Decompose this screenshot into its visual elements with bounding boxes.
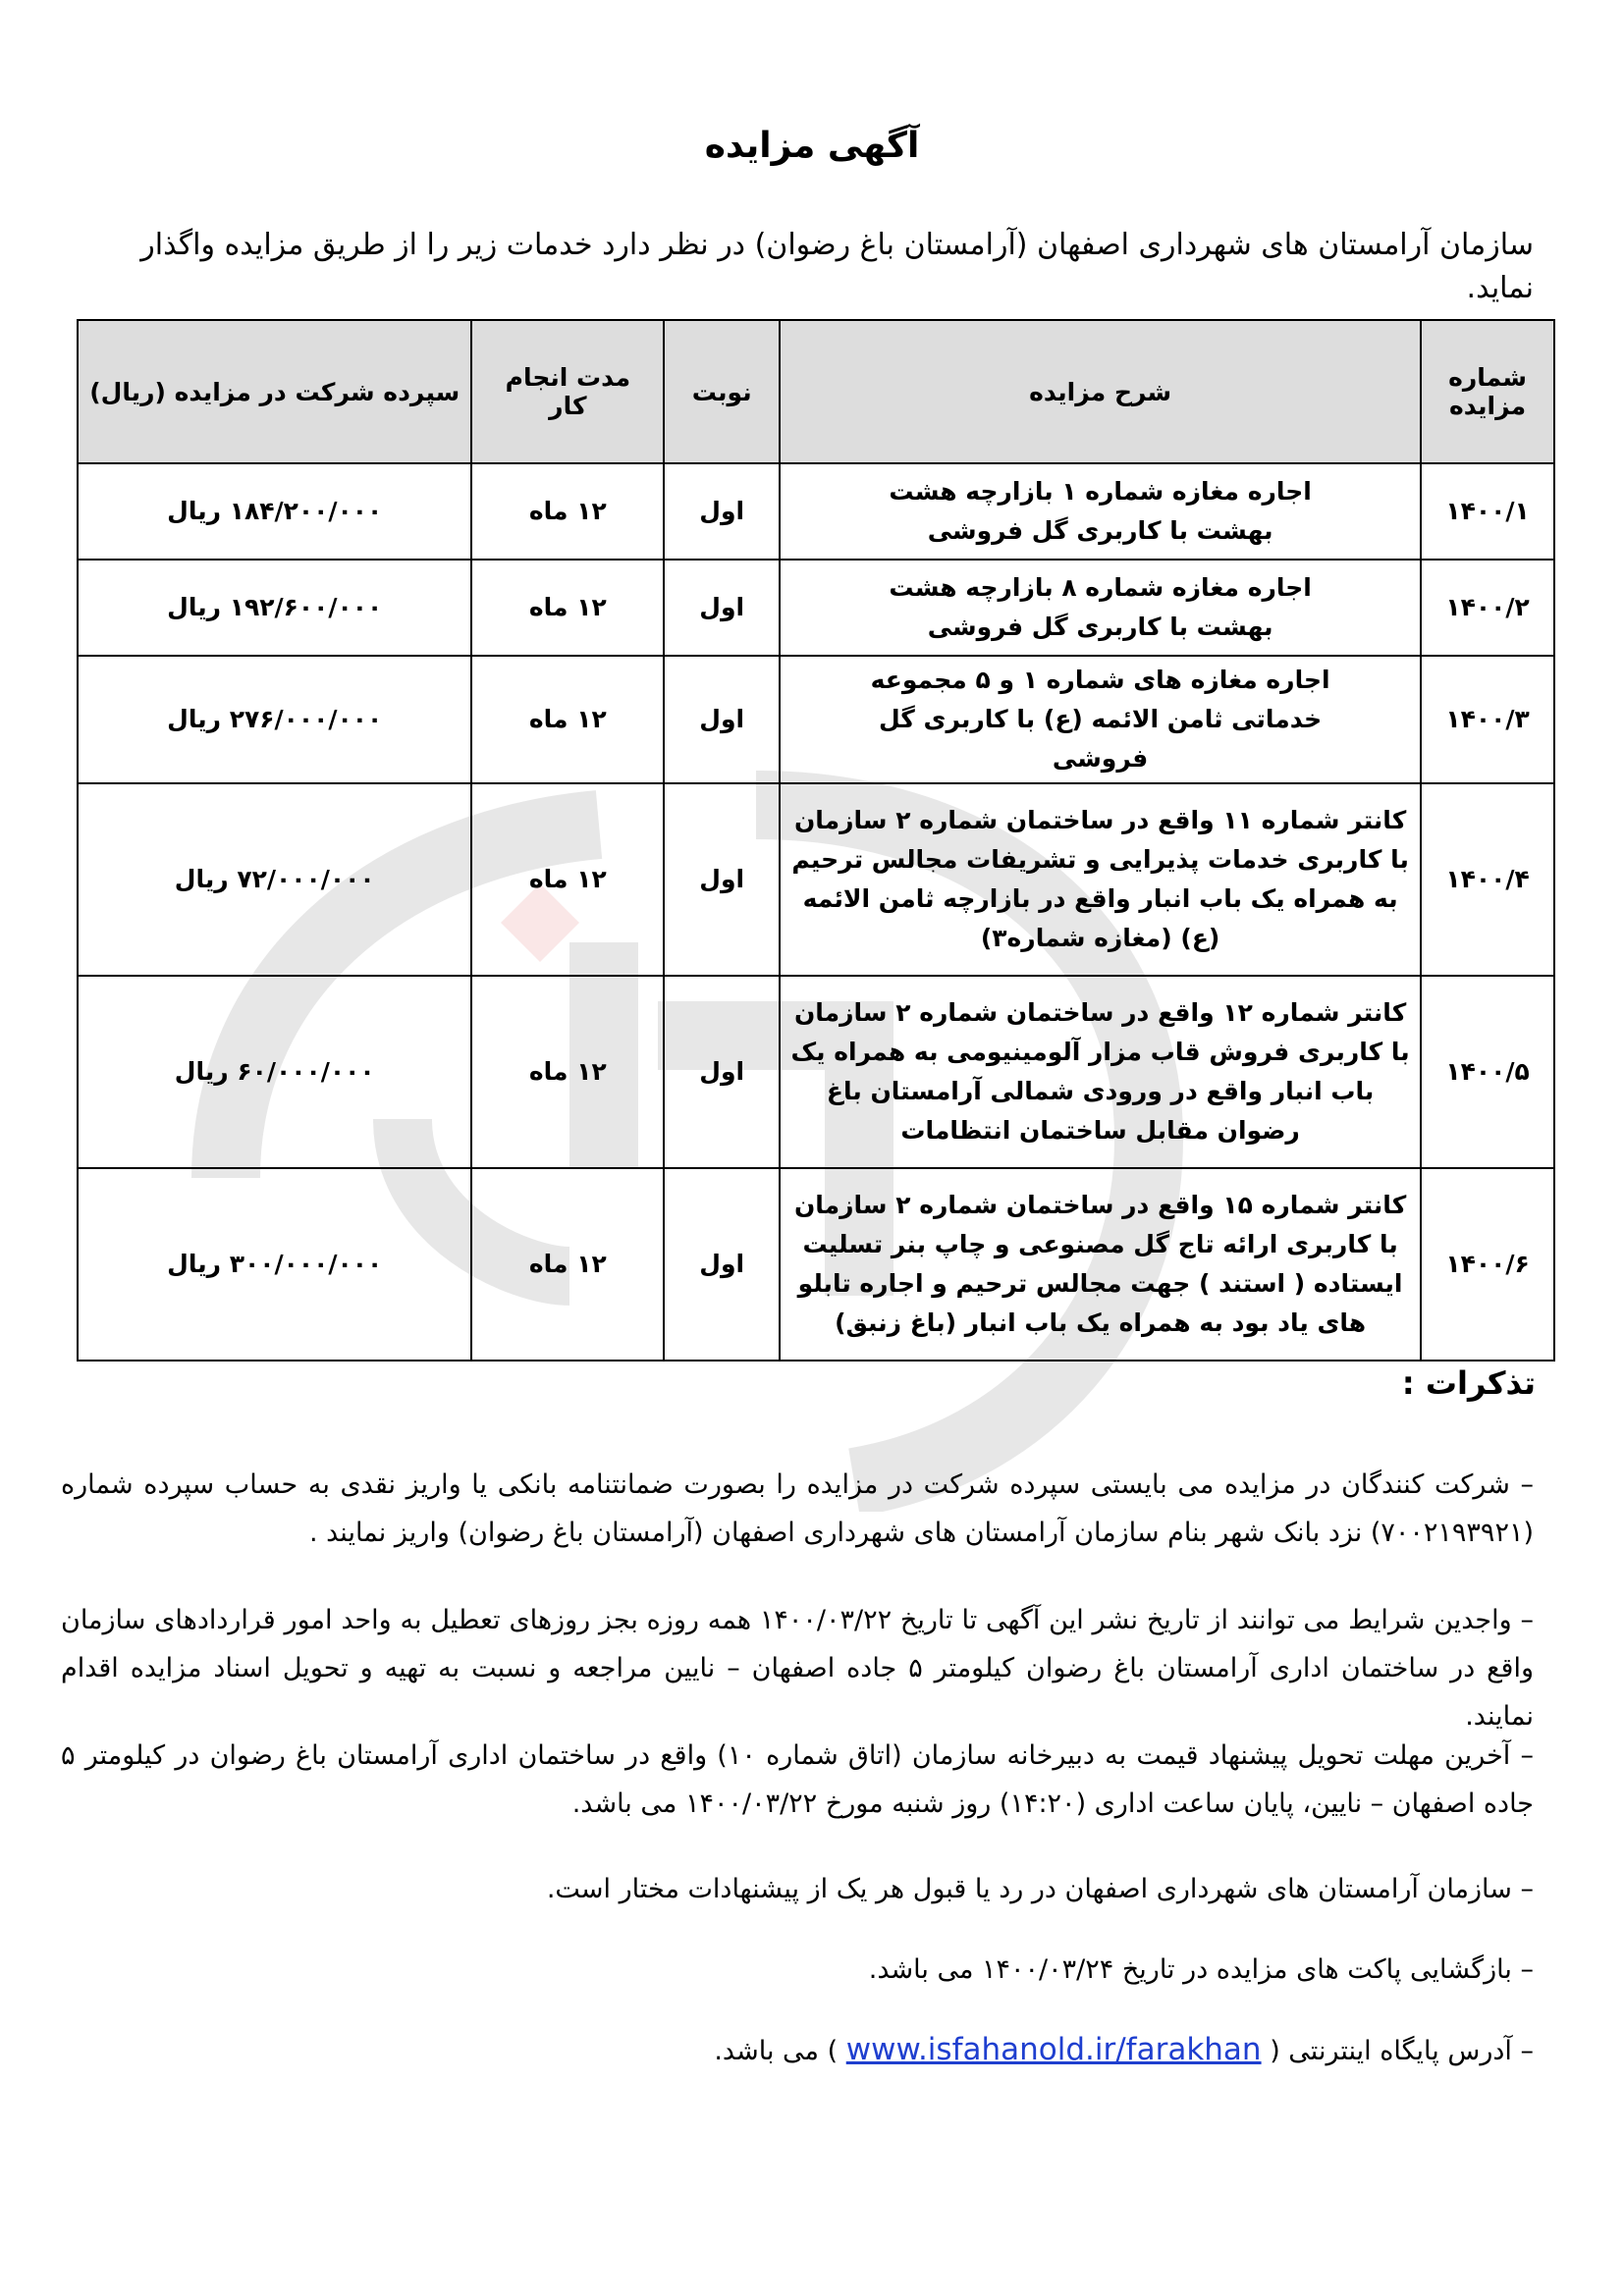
- note-item: – واجدین شرایط می توانند از تاریخ نشر این آگهی تا تاریخ ۱۴۰۰/۰۳/۲۲ همه روزه بجز روزهای تعطیل به واحد امور قراردادهای سازمان واقع در ساختمان اداری آرامستان باغ رضوان کیلومتر ۵ جاده اصفهان – نایین مراجعه و نسبت به تهیه و تحویل اسناد مزایده اقدام نمایند.: [61, 1605, 1534, 1732]
- cell-round: اول: [664, 1168, 780, 1361]
- website-suffix: ) می باشد.: [714, 2036, 839, 2066]
- cell-description: اجاره مغازه های شماره ۱ و ۵ مجموعه خدماتی ثامن الائمه (ع) با کاربری گل فروشی: [780, 656, 1421, 783]
- cell-description: اجاره مغازه شماره ۸ بازارچه هشت بهشت با کاربری گل فروشی: [780, 560, 1421, 656]
- cell-number: ۱۴۰۰/۶: [1421, 1168, 1554, 1361]
- note-item: – سازمان آرامستان های شهرداری اصفهان در رد یا قبول هر یک از پیشنهادات مختار است.: [546, 1874, 1534, 1904]
- cell-round: اول: [664, 783, 780, 976]
- header-deposit: سپرده شرکت در مزایده (ریال): [78, 320, 471, 463]
- cell-number: ۱۴۰۰/۵: [1421, 976, 1554, 1168]
- table-row: [78, 560, 1554, 656]
- cell-description: کانتر شماره ۱۱ واقع در ساختمان شماره ۲ سازمان با کاربری خدمات پذیرایی و تشریفات مجالس ترحیم به همراه یک باب انبار واقع در بازارچه ثامن الائمه (ع) (مغازه شماره۳): [780, 783, 1421, 976]
- cell-deposit: ۱۸۴/۲۰۰/۰۰۰ ریال: [78, 463, 471, 560]
- table-row: [78, 463, 1554, 560]
- header-description: شرح مزایده: [780, 320, 1421, 463]
- website-note: [61, 2026, 1534, 2075]
- header-number: شماره مزایده: [1421, 320, 1554, 463]
- cell-deposit: ۲۷۶/۰۰۰/۰۰۰ ریال: [78, 656, 471, 783]
- website-prefix: – آدرس پایگاه اینترنتی (: [1270, 2036, 1534, 2066]
- table-row: [78, 783, 1554, 976]
- cell-round: اول: [664, 560, 780, 656]
- cell-duration: ۱۲ ماه: [471, 783, 664, 976]
- header-round: نوبت: [664, 320, 780, 463]
- cell-number: ۱۴۰۰/۲: [1421, 560, 1554, 656]
- cell-description: کانتر شماره ۱۲ واقع در ساختمان شماره ۲ سازمان با کاربری فروش قاب مزار آلومینیومی به همراه یک باب انبار واقع در ورودی شمالی آرامستان باغ رضوان مقابل ساختمان انتظامات: [780, 976, 1421, 1168]
- cell-description: کانتر شماره ۱۵ واقع در ساختمان شماره ۲ سازمان با کاربری ارائه تاج گل مصنوعی و چاپ بنر تسلیت ایستاده ( استند ) جهت مجالس ترحیم و اجاره تابلو های یاد بود به همراه یک باب انبار (باغ زنبق): [780, 1168, 1421, 1361]
- table-row: [78, 1168, 1554, 1361]
- cell-deposit: ۱۹۲/۶۰۰/۰۰۰ ریال: [78, 560, 471, 656]
- header-duration: مدت انجام کار: [471, 320, 664, 463]
- table-row: [78, 656, 1554, 783]
- cell-deposit: ۶۰/۰۰۰/۰۰۰ ریال: [78, 976, 471, 1168]
- note-item: – شرکت کنندگان در مزایده می بایستی سپرده شرکت در مزایده را بصورت ضمانتنامه بانکی یا واریز نقدی به حساب سپرده شماره (۷۰۰۲۱۹۳۹۲۱) نزد بانک شهر بنام سازمان آرامستان های شهرداری اصفهان (آرامستان باغ رضوان) واریز نمایند .: [61, 1469, 1534, 1548]
- cell-description: اجاره مغازه شماره ۱ بازارچه هشت بهشت با کاربری گل فروشی: [780, 463, 1421, 560]
- cell-duration: ۱۲ ماه: [471, 656, 664, 783]
- note-item: – آخرین مهلت تحویل پیشنهاد قیمت به دبیرخانه سازمان (اتاق شماره ۱۰) واقع در ساختمان اداری آرامستان باغ رضوان در کیلومتر ۵ جاده اصفهان – نایین، پایان ساعت اداری (۱۴:۲۰) روز شنبه مورخ ۱۴۰۰/۰۳/۲۲ می باشد.: [61, 1740, 1534, 1819]
- cell-deposit: ۳۰۰/۰۰۰/۰۰۰ ریال: [78, 1168, 471, 1361]
- intro-paragraph: سازمان آرامستان های شهرداری اصفهان (آرامستان باغ رضوان) در نظر دارد خدمات زیر را از طریق مزایده واگذار نماید.: [140, 228, 1534, 305]
- auction-table: [77, 319, 1555, 1362]
- cell-duration: ۱۲ ماه: [471, 976, 664, 1168]
- cell-number: ۱۴۰۰/۱: [1421, 463, 1554, 560]
- cell-number: ۱۴۰۰/۴: [1421, 783, 1554, 976]
- cell-deposit: ۷۲/۰۰۰/۰۰۰ ریال: [78, 783, 471, 976]
- cell-number: ۱۴۰۰/۳: [1421, 656, 1554, 783]
- table-header-row: [78, 320, 1554, 463]
- page-title: آگهی مزایده: [704, 126, 920, 166]
- table-row: [78, 976, 1554, 1168]
- cell-round: اول: [664, 656, 780, 783]
- website-link[interactable]: www.isfahanold.ir/farakhan: [845, 2032, 1262, 2067]
- cell-duration: ۱۲ ماه: [471, 1168, 664, 1361]
- cell-duration: ۱۲ ماه: [471, 463, 664, 560]
- cell-round: اول: [664, 976, 780, 1168]
- note-item: – بازگشایی پاکت های مزایده در تاریخ ۱۴۰۰/۰۳/۲۴ می باشد.: [868, 1954, 1534, 1985]
- notes-title: تذکرات :: [1401, 1364, 1536, 1402]
- cell-round: اول: [664, 463, 780, 560]
- cell-duration: ۱۲ ماه: [471, 560, 664, 656]
